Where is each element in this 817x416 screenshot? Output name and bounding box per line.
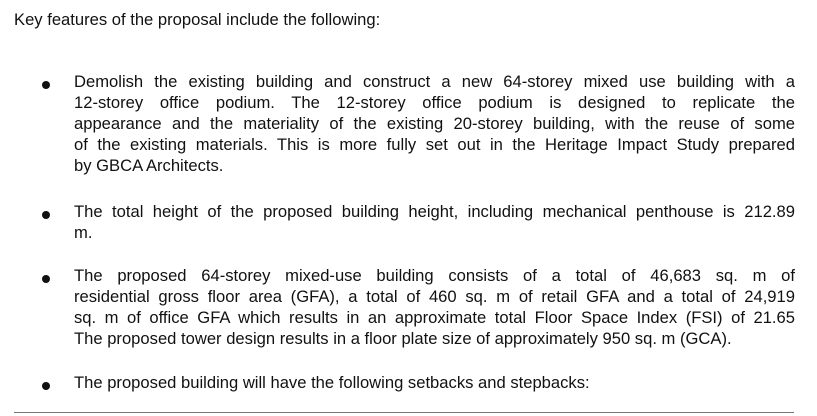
text-line: The total height of the proposed building height, including mechanical penthouse is 212.89 xyxy=(74,202,795,221)
text-line: The proposed building will have the following setbacks and stepbacks: xyxy=(74,373,590,392)
list-item-text xyxy=(74,201,795,243)
list-item-text xyxy=(74,265,795,349)
bullet-icon xyxy=(42,382,50,390)
text-line: The proposed tower design results in a floor plate size of approximately 950 sq. m (GCA). xyxy=(74,329,732,348)
bullet-icon xyxy=(42,275,50,283)
text-line: residential gross floor area (GFA), a total of 460 sq. m of retail GFA and a total of 24,919 xyxy=(74,287,795,306)
bullet-icon xyxy=(42,81,50,89)
text-line: of the existing materials. This is more fully set out in the Heritage Impact Study prepared xyxy=(74,135,795,154)
text-line: The proposed 64-storey mixed-use building consists of a total of 46,683 sq. m of xyxy=(74,266,795,285)
text-line: by GBCA Architects. xyxy=(74,156,224,175)
text-line: appearance and the materiality of the existing 20-storey building, with the reuse of some xyxy=(74,114,795,133)
list-item-text xyxy=(74,372,795,393)
bullet-icon xyxy=(42,211,50,219)
text-line: Demolish the existing building and construct a new 64-storey mixed use building with a xyxy=(74,72,795,91)
list-item-text xyxy=(74,71,795,176)
text-line: 12-storey office podium. The 12-storey office podium is designed to replicate the xyxy=(74,93,795,112)
text-line: sq. m of office GFA which results in an approximate total Floor Space Index (FSI) of 21.65 xyxy=(74,308,795,327)
text-line: m. xyxy=(74,223,93,242)
intro-paragraph: Key features of the proposal include the following: xyxy=(14,10,381,29)
page-divider xyxy=(14,412,794,413)
